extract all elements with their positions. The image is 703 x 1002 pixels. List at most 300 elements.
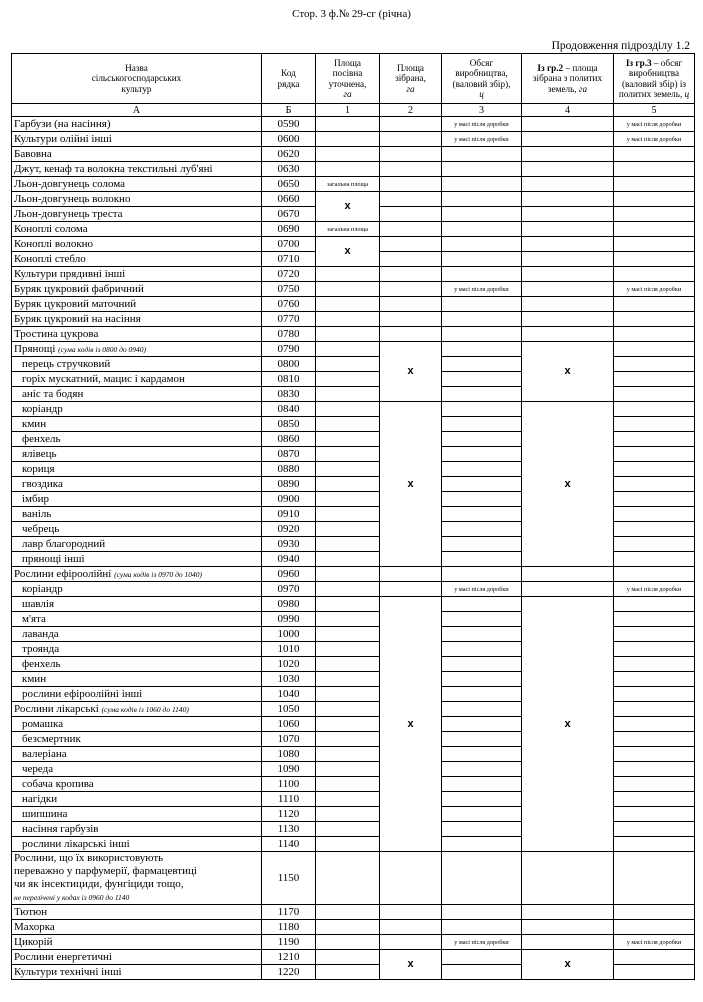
cell-col1[interactable]	[316, 477, 380, 492]
cell-col3[interactable]	[442, 552, 522, 567]
cell-col2[interactable]	[380, 297, 442, 312]
row-code: 1140	[262, 837, 316, 852]
cell-col3[interactable]	[442, 507, 522, 522]
cell-col3[interactable]	[442, 537, 522, 552]
cell-col2[interactable]	[380, 852, 442, 905]
cell-col1[interactable]	[316, 417, 380, 432]
cell-col1[interactable]	[316, 282, 380, 297]
cell-col3[interactable]	[442, 147, 522, 162]
cell-col4[interactable]	[522, 252, 614, 267]
cell-col3[interactable]	[442, 327, 522, 342]
cell-col3[interactable]	[442, 162, 522, 177]
row-name: ваніль	[12, 507, 262, 522]
row-name: прянощі інші	[12, 552, 262, 567]
cell-col3[interactable]	[442, 222, 522, 237]
cell-col3[interactable]	[442, 387, 522, 402]
cell-col1[interactable]	[316, 702, 380, 717]
cell-col1[interactable]	[316, 612, 380, 627]
row-code: 1100	[262, 777, 316, 792]
header-code: Код рядка	[262, 54, 316, 104]
table-row	[12, 117, 695, 132]
cell-col5[interactable]	[614, 462, 695, 477]
cell-col3[interactable]	[442, 447, 522, 462]
cell-col5[interactable]	[614, 567, 695, 582]
mass-note: у масі після доробки	[614, 282, 695, 297]
cell-col5[interactable]	[614, 387, 695, 402]
cell-col5[interactable]	[614, 372, 695, 387]
row-code: 0920	[262, 522, 316, 537]
row-code: 0670	[262, 207, 316, 222]
cell-col1[interactable]	[316, 582, 380, 597]
cell-col1[interactable]	[316, 762, 380, 777]
cell-col4[interactable]	[522, 237, 614, 252]
mass-note: у масі після доробки	[442, 282, 522, 297]
row-name: ялівець	[12, 447, 262, 462]
cell-col2[interactable]	[380, 267, 442, 282]
cell-col5[interactable]	[614, 342, 695, 357]
row-code: 0710	[262, 252, 316, 267]
row-code: 1060	[262, 717, 316, 732]
cell-col1[interactable]	[316, 267, 380, 282]
cell-col1[interactable]	[316, 117, 380, 132]
cell-col3[interactable]	[442, 965, 522, 980]
cell-col5[interactable]	[614, 807, 695, 822]
table-row	[12, 177, 695, 192]
cell-col3[interactable]	[442, 657, 522, 672]
cell-col3[interactable]	[442, 522, 522, 537]
cell-col3[interactable]	[442, 492, 522, 507]
row-name: Коноплі волокно	[12, 237, 262, 252]
cell-col5[interactable]	[614, 522, 695, 537]
table-row	[12, 192, 695, 207]
cell-col1[interactable]	[316, 657, 380, 672]
cell-col5[interactable]	[614, 477, 695, 492]
cell-col4[interactable]	[522, 147, 614, 162]
mass-note: у масі після доробки	[442, 935, 522, 950]
cell-col1[interactable]	[316, 837, 380, 852]
cell-col1[interactable]	[316, 552, 380, 567]
cell-col1[interactable]	[316, 132, 380, 147]
cell-col4[interactable]	[522, 935, 614, 950]
row-code: 0600	[262, 132, 316, 147]
cell-col5[interactable]	[614, 267, 695, 282]
cell-col5[interactable]	[614, 762, 695, 777]
cell-col5[interactable]	[614, 702, 695, 717]
cell-col1[interactable]	[316, 432, 380, 447]
cell-col1[interactable]	[316, 950, 380, 965]
header-col1: Площа посівна уточнена, га	[316, 54, 380, 104]
row-code: 1020	[262, 657, 316, 672]
cell-col1[interactable]	[316, 492, 380, 507]
row-name: нагідки	[12, 792, 262, 807]
row-name: Коноплі солома	[12, 222, 262, 237]
row-name: Рослини, що їх використовують переважно у парфумерії, фармацевтиці чи як інсектициди, фунгіциди тощо, не перелічені у кодах із 0960 до 1140	[12, 852, 262, 905]
row-code: 1130	[262, 822, 316, 837]
x-mark: x	[380, 597, 442, 852]
cell-col1[interactable]	[316, 327, 380, 342]
cell-col3[interactable]	[442, 207, 522, 222]
row-name: перець стручковий	[12, 357, 262, 372]
row-name: Гарбузи (на насіння)	[12, 117, 262, 132]
continuation-label: Продовження підрозділу 1.2	[551, 40, 690, 52]
table-row	[12, 950, 695, 965]
cell-col2[interactable]	[380, 147, 442, 162]
row-code: 1190	[262, 935, 316, 950]
cell-col3[interactable]	[442, 357, 522, 372]
row-name: імбир	[12, 492, 262, 507]
cell-col5[interactable]	[614, 965, 695, 980]
cell-col4[interactable]	[522, 117, 614, 132]
cell-col3[interactable]	[442, 612, 522, 627]
cell-col1[interactable]	[316, 297, 380, 312]
cell-col4[interactable]	[522, 267, 614, 282]
cell-col5[interactable]	[614, 417, 695, 432]
row-code: 1210	[262, 950, 316, 965]
cell-col4[interactable]	[522, 920, 614, 935]
cell-col5[interactable]	[614, 447, 695, 462]
row-code: 1220	[262, 965, 316, 980]
cell-col5[interactable]	[614, 717, 695, 732]
mass-note: у масі після доробки	[442, 582, 522, 597]
cell-col4[interactable]	[522, 582, 614, 597]
row-name: коріандр	[12, 582, 262, 597]
cell-col3[interactable]	[442, 342, 522, 357]
row-name: горіх мускатний, мацис і кардамон	[12, 372, 262, 387]
cell-col5[interactable]	[614, 507, 695, 522]
x-mark: x	[316, 192, 380, 222]
cell-col2[interactable]	[380, 327, 442, 342]
row-code: 0750	[262, 282, 316, 297]
cell-col3[interactable]	[442, 417, 522, 432]
row-code: 0700	[262, 237, 316, 252]
row-code: 1070	[262, 732, 316, 747]
cell-col5[interactable]	[614, 357, 695, 372]
cell-col3[interactable]	[442, 905, 522, 920]
cell-col1[interactable]	[316, 642, 380, 657]
cell-col3[interactable]	[442, 732, 522, 747]
row-name: Цикорій	[12, 935, 262, 950]
row-name: Культури технічні інші	[12, 965, 262, 980]
cell-col2[interactable]	[380, 935, 442, 950]
cell-col1[interactable]	[316, 147, 380, 162]
cell-col1[interactable]	[316, 567, 380, 582]
cell-col4[interactable]	[522, 905, 614, 920]
cell-col1[interactable]	[316, 387, 380, 402]
cell-col1[interactable]	[316, 312, 380, 327]
row-name: шавлія	[12, 597, 262, 612]
cell-col5[interactable]	[614, 312, 695, 327]
cell-col5[interactable]	[614, 657, 695, 672]
row-code: 0770	[262, 312, 316, 327]
letter-cell: 1	[316, 104, 380, 117]
mass-note: у масі після доробки	[614, 582, 695, 597]
cell-col1[interactable]	[316, 162, 380, 177]
cell-col4[interactable]	[522, 852, 614, 905]
table-row	[12, 237, 695, 252]
cell-col1[interactable]	[316, 792, 380, 807]
cell-col3[interactable]	[442, 837, 522, 852]
cell-col3[interactable]	[442, 822, 522, 837]
table-row	[12, 162, 695, 177]
cell-col3[interactable]	[442, 192, 522, 207]
table-row	[12, 402, 695, 417]
row-name: Буряк цукровий на насіння	[12, 312, 262, 327]
cell-col1[interactable]	[316, 777, 380, 792]
row-name: кориця	[12, 462, 262, 477]
cell-col1[interactable]	[316, 935, 380, 950]
cell-col1[interactable]	[316, 342, 380, 357]
header-row	[12, 54, 695, 104]
cell-col5[interactable]	[614, 222, 695, 237]
cell-col2[interactable]	[380, 177, 442, 192]
cell-col4[interactable]	[522, 222, 614, 237]
cell-col2[interactable]	[380, 282, 442, 297]
table-row	[12, 222, 695, 237]
cell-col3[interactable]	[442, 762, 522, 777]
cell-col5[interactable]	[614, 252, 695, 267]
cell-col5[interactable]	[614, 642, 695, 657]
table-row	[12, 852, 695, 905]
cell-col5[interactable]	[614, 432, 695, 447]
header-col2: Площа зібрана, га	[380, 54, 442, 104]
cell-col4[interactable]	[522, 192, 614, 207]
cell-col1[interactable]	[316, 822, 380, 837]
cell-col3[interactable]	[442, 402, 522, 417]
cell-col3[interactable]	[442, 252, 522, 267]
table-row	[12, 267, 695, 282]
cell-col3[interactable]	[442, 687, 522, 702]
cell-col5[interactable]	[614, 492, 695, 507]
cell-col3[interactable]	[442, 312, 522, 327]
page-header: Стор. 3 ф.№ 29-сг (річна)	[292, 8, 411, 20]
cell-col2[interactable]	[380, 117, 442, 132]
row-code: 0910	[262, 507, 316, 522]
row-code: 1090	[262, 762, 316, 777]
row-code: 0840	[262, 402, 316, 417]
letter-cell: 5	[614, 104, 695, 117]
cell-col1[interactable]	[316, 687, 380, 702]
row-code: 0980	[262, 597, 316, 612]
cell-col1[interactable]	[316, 965, 380, 980]
cell-col1[interactable]	[316, 717, 380, 732]
cell-col3[interactable]	[442, 177, 522, 192]
cell-col3[interactable]	[442, 717, 522, 732]
row-code: 0870	[262, 447, 316, 462]
row-code: 0940	[262, 552, 316, 567]
cell-col1[interactable]	[316, 372, 380, 387]
row-code: 0830	[262, 387, 316, 402]
cell-col3[interactable]	[442, 777, 522, 792]
row-code: 0860	[262, 432, 316, 447]
row-code: 0970	[262, 582, 316, 597]
cell-col2[interactable]	[380, 162, 442, 177]
row-name: лавр благородний	[12, 537, 262, 552]
row-name: Культури олійні інші	[12, 132, 262, 147]
table-row	[12, 597, 695, 612]
cell-col4[interactable]	[522, 177, 614, 192]
table-row	[12, 920, 695, 935]
cell-col3[interactable]	[442, 920, 522, 935]
table-row	[12, 147, 695, 162]
cell-col4[interactable]	[522, 312, 614, 327]
row-code: 1120	[262, 807, 316, 822]
letter-cell: Б	[262, 104, 316, 117]
row-name: собача кропива	[12, 777, 262, 792]
cell-col1[interactable]	[316, 807, 380, 822]
row-name: Махорка	[12, 920, 262, 935]
row-code: 0790	[262, 342, 316, 357]
cell-col4[interactable]	[522, 282, 614, 297]
row-name: Прянощі (сума кодів із 0800 до 0940)	[12, 342, 262, 357]
cell-col1[interactable]	[316, 507, 380, 522]
table-row	[12, 297, 695, 312]
cell-col5[interactable]	[614, 207, 695, 222]
cell-col3[interactable]	[442, 702, 522, 717]
cell-col3[interactable]	[442, 672, 522, 687]
cell-col3[interactable]	[442, 297, 522, 312]
letter-cell: 3	[442, 104, 522, 117]
cell-col4[interactable]	[522, 567, 614, 582]
cell-col4[interactable]	[522, 327, 614, 342]
cell-col1[interactable]	[316, 597, 380, 612]
cell-col3[interactable]	[442, 477, 522, 492]
cell-col1[interactable]	[316, 462, 380, 477]
cell-col5[interactable]	[614, 950, 695, 965]
cell-col1[interactable]	[316, 852, 380, 905]
cell-col5[interactable]	[614, 627, 695, 642]
cell-col2[interactable]	[380, 222, 442, 237]
table-row	[12, 282, 695, 297]
cell-col4[interactable]	[522, 297, 614, 312]
cell-col5[interactable]	[614, 162, 695, 177]
cell-col5[interactable]	[614, 905, 695, 920]
cell-col1[interactable]	[316, 732, 380, 747]
cell-col1[interactable]	[316, 537, 380, 552]
cell-col5[interactable]	[614, 837, 695, 852]
row-code: 0930	[262, 537, 316, 552]
cell-col2[interactable]	[380, 582, 442, 597]
cell-col2[interactable]	[380, 237, 442, 252]
cell-col5[interactable]	[614, 822, 695, 837]
cell-col1[interactable]	[316, 627, 380, 642]
cell-col2[interactable]	[380, 132, 442, 147]
cell-col5[interactable]	[614, 597, 695, 612]
cell-col5[interactable]	[614, 792, 695, 807]
cell-col1[interactable]	[316, 920, 380, 935]
row-name: Рослини лікарські (сума кодів із 1060 до 1140)	[12, 702, 262, 717]
cell-col3[interactable]	[442, 237, 522, 252]
cell-col2[interactable]	[380, 312, 442, 327]
cell-col4[interactable]	[522, 162, 614, 177]
row-code: 0810	[262, 372, 316, 387]
cell-col1[interactable]	[316, 747, 380, 762]
cell-col5[interactable]	[614, 920, 695, 935]
row-name: Рослини енергетичні	[12, 950, 262, 965]
cell-col1[interactable]	[316, 522, 380, 537]
letter-cell: А	[12, 104, 262, 117]
cell-col1[interactable]	[316, 357, 380, 372]
table-row	[12, 312, 695, 327]
cell-col1[interactable]	[316, 447, 380, 462]
cell-col5[interactable]	[614, 732, 695, 747]
row-code: 0890	[262, 477, 316, 492]
row-code: 0690	[262, 222, 316, 237]
cell-col3[interactable]	[442, 462, 522, 477]
cell-col2[interactable]	[380, 207, 442, 222]
cell-col1[interactable]	[316, 672, 380, 687]
cell-col5[interactable]	[614, 672, 695, 687]
cell-col3[interactable]	[442, 807, 522, 822]
cell-col4[interactable]	[522, 207, 614, 222]
header-col3: Обсяг виробництва, (валовий збір), ц	[442, 54, 522, 104]
cell-col5[interactable]	[614, 687, 695, 702]
cell-col5[interactable]	[614, 777, 695, 792]
cell-col2[interactable]	[380, 920, 442, 935]
row-code: 1080	[262, 747, 316, 762]
cell-col5[interactable]	[614, 552, 695, 567]
cell-col5[interactable]	[614, 147, 695, 162]
cell-col3[interactable]	[442, 567, 522, 582]
row-code: 1110	[262, 792, 316, 807]
cell-col4[interactable]	[522, 132, 614, 147]
row-name: гвоздика	[12, 477, 262, 492]
crops-table	[11, 53, 695, 980]
cell-col5[interactable]	[614, 177, 695, 192]
row-name: рослини лікарські інші	[12, 837, 262, 852]
cell-col5[interactable]	[614, 537, 695, 552]
cell-col3[interactable]	[442, 852, 522, 905]
row-code: 0720	[262, 267, 316, 282]
row-name: Бавовна	[12, 147, 262, 162]
cell-col3[interactable]	[442, 627, 522, 642]
cell-col2[interactable]	[380, 252, 442, 267]
cell-col3[interactable]	[442, 432, 522, 447]
cell-col3[interactable]	[442, 267, 522, 282]
row-name: чебрець	[12, 522, 262, 537]
cell-col3[interactable]	[442, 792, 522, 807]
cell-col1[interactable]	[316, 905, 380, 920]
row-code: 0800	[262, 357, 316, 372]
cell-col5[interactable]	[614, 747, 695, 762]
cell-col3[interactable]	[442, 747, 522, 762]
cell-col5[interactable]	[614, 402, 695, 417]
cell-col3[interactable]	[442, 950, 522, 965]
row-code: 0780	[262, 327, 316, 342]
cell-col5[interactable]	[614, 237, 695, 252]
cell-col2[interactable]	[380, 905, 442, 920]
table-row	[12, 582, 695, 597]
row-code: 1030	[262, 672, 316, 687]
cell-col5[interactable]	[614, 297, 695, 312]
cell-col3[interactable]	[442, 597, 522, 612]
x-mark: x	[522, 950, 614, 980]
table-row	[12, 132, 695, 147]
row-name: Льон-довгунець солома	[12, 177, 262, 192]
cell-col5[interactable]	[614, 852, 695, 905]
row-code: 0630	[262, 162, 316, 177]
cell-col5[interactable]	[614, 327, 695, 342]
row-name: насіння гарбузів	[12, 822, 262, 837]
cell-col5[interactable]	[614, 612, 695, 627]
cell-col2[interactable]	[380, 192, 442, 207]
cell-col3[interactable]	[442, 642, 522, 657]
cell-col5[interactable]	[614, 192, 695, 207]
cell-col1[interactable]	[316, 402, 380, 417]
row-name: Рослини ефіроолійні (сума кодів із 0970 до 1040)	[12, 567, 262, 582]
cell-col3[interactable]	[442, 372, 522, 387]
row-name: лаванда	[12, 627, 262, 642]
cell-col2[interactable]	[380, 567, 442, 582]
